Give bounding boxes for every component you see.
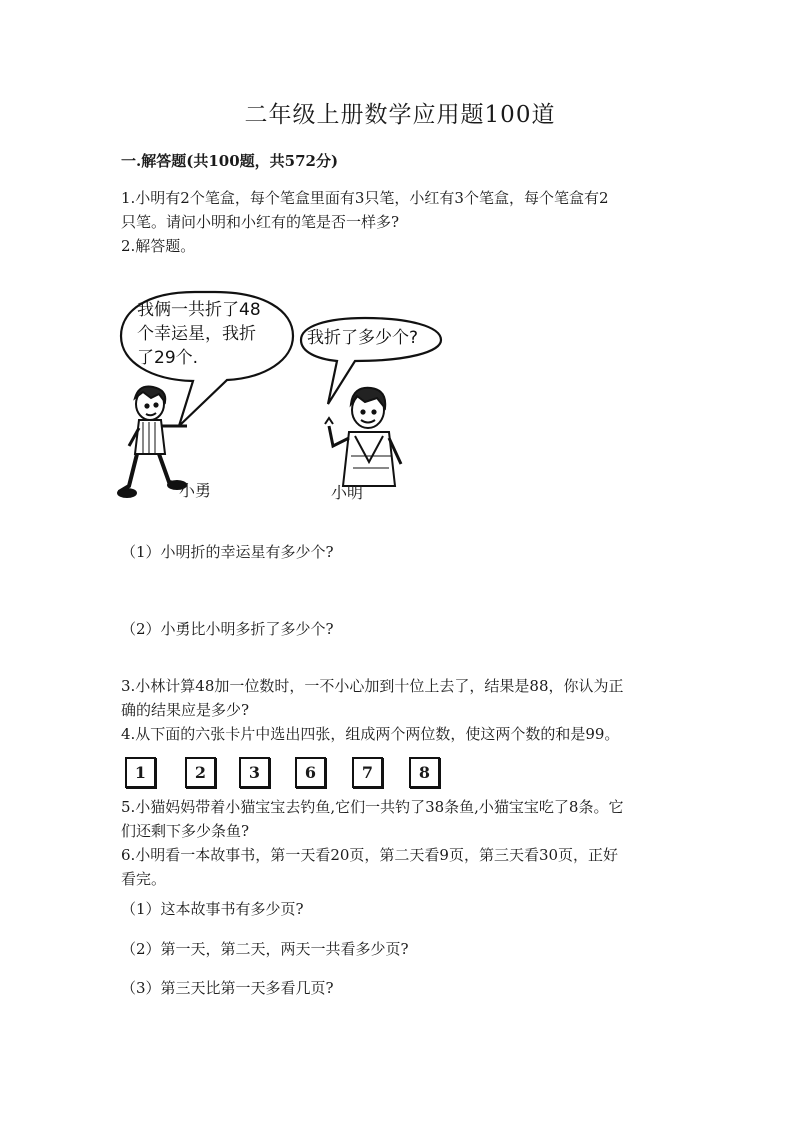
question-1 [121, 186, 681, 258]
question-6-sub-3: （3）第三天比第一天多看几页? [121, 979, 334, 997]
question-5-line-1: 5.小猫妈妈带着小猫宝宝去钓鱼,它们一共钓了38条鱼,小猫宝宝吃了8条。它 [121, 798, 624, 816]
left-bubble-line-1: 我俩一共折了48 [137, 300, 261, 320]
number-cards [125, 757, 445, 791]
right-bubble-text: 我折了多少个? [307, 328, 419, 348]
number-card: 2 [185, 757, 216, 788]
left-bubble-line-3: 了29个. [137, 348, 199, 368]
number-card: 3 [239, 757, 270, 788]
number-card: 8 [409, 757, 440, 788]
question-2-sub-1: （1）小明折的幸运星有多少个? [121, 543, 334, 561]
question-2-sub-2: （2）小勇比小明多折了多少个? [121, 620, 334, 638]
section-heading: 一.解答题(共100题，共572分) [121, 152, 339, 170]
question-2-heading: 2.解答题。 [121, 237, 196, 255]
page-title: 二年级上册数学应用题100道 [244, 102, 556, 128]
question-3-line-2: 确的结果应是多少? [121, 701, 250, 719]
left-bubble-line-2: 个幸运星，我折 [137, 324, 256, 344]
question-5 [121, 795, 681, 891]
left-bubble-text [137, 298, 261, 370]
boy-right-figure [325, 388, 401, 486]
question-1-line-1: 1.小明有2个笔盒，每个笔盒里面有3只笔，小红有3个笔盒，每个笔盒有2 [121, 189, 609, 207]
question-6-sub-1: （1）这本故事书有多少页? [121, 900, 304, 918]
name-label-left: 小勇 [179, 481, 212, 500]
question-6-line-2: 看完。 [121, 870, 167, 888]
question-3 [121, 674, 681, 746]
name-label-right: 小明 [331, 483, 364, 502]
question-1-line-2: 只笔。请问小明和小红有的笔是否一样多? [121, 213, 400, 231]
number-card: 7 [352, 757, 383, 788]
question-6-line-1: 6.小明看一本故事书，第一天看20页，第二天看9页，第三天看30页，正好 [121, 846, 619, 864]
boy-left-figure [118, 386, 187, 497]
question-6-sub-2: （2）第一天，第二天，两天一共看多少页? [121, 940, 409, 958]
question-2-illustration [115, 286, 445, 506]
question-5-line-2: 们还剩下多少条鱼? [121, 822, 250, 840]
number-card: 1 [125, 757, 156, 788]
question-4-text: 4.从下面的六张卡片中选出四张，组成两个两位数，使这两个数的和是99。 [121, 725, 620, 743]
number-card: 6 [295, 757, 326, 788]
question-3-line-1: 3.小林计算48加一位数时，一不小心加到十位上去了，结果是88，你认为正 [121, 677, 624, 695]
